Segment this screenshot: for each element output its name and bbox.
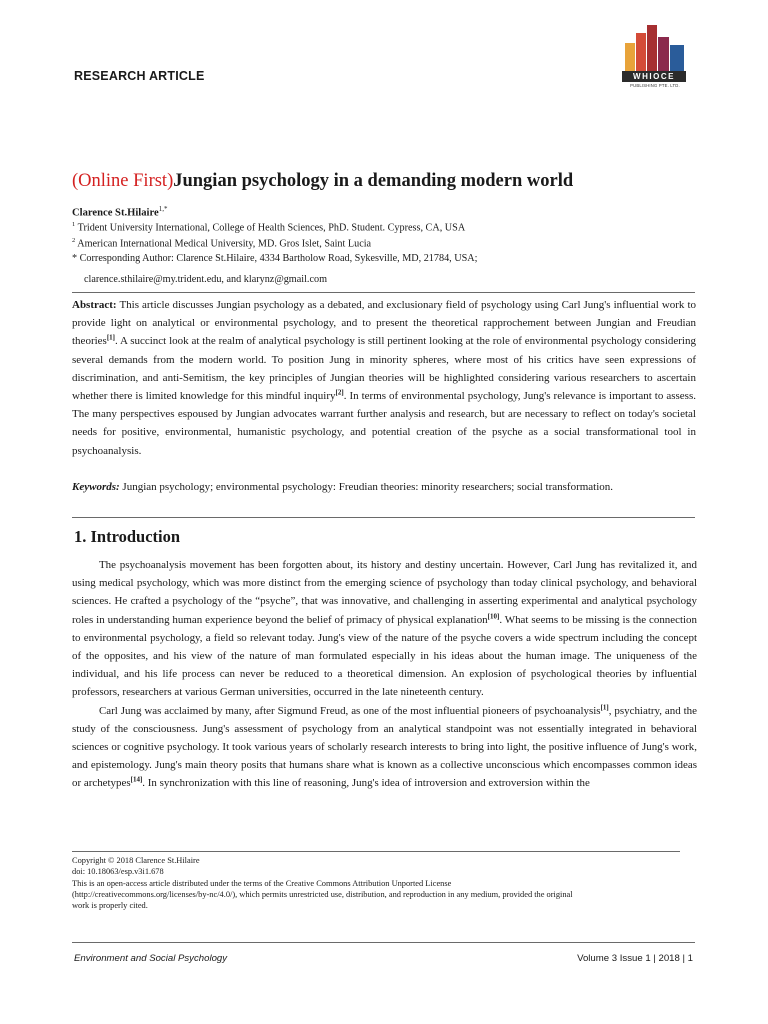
corresponding-text: Corresponding Author: Clarence St.Hilaire, 4334 Bartholow Road, Sykesville, MD, 21784, USA; [79,253,478,264]
affiliation-text: Trident University International, College of Health Sciences, PhD. Student. Cypress, CA, USA [77,222,466,234]
abstract [72,296,696,460]
p2-text-a: Carl Jung was acclaimed by many, after Sigmund Freud, as one of the most influential pioneers of psychoanalysis [99,704,601,717]
corresponding-author [72,253,477,264]
affiliation-text: American International Medical University, MD. Gros Islet, Saint Lucia [77,238,372,250]
corresponding-mark: * [72,253,78,264]
keywords [72,481,632,495]
abstract-bottom-rule [72,517,695,518]
paragraph-1 [72,556,697,702]
license-url-line: (http://creativecommons.org/licenses/by-nc/4.0/), which permits unrestricted use, distribution, and reproduction in any medium, provided the original [72,889,573,899]
logo-bar [658,37,669,71]
citation: [1] [600,702,609,711]
section-heading: 1. Introduction [74,527,181,546]
intro-body [72,556,697,793]
citation: [14] [130,775,143,784]
license-line: This is an open-access article distributed under the terms of the Creative Commons Attribution Unported License [72,878,452,888]
p2-text-b: , psychiatry, and the study of the consciousness. Jung's assessment of psychology from an analytical standpoint was not essentially integrated in behavioral sciences or cognitive psychology. It took various years of scholarly research interests to bring into light, the positive influence of Jung's work, and epistemology. Jung's main theory posits that humans share what is known as a collective unconscious which encompasses common ideas or archetypes [72,704,697,790]
logo-bar [625,43,635,71]
keywords-label: Keywords: [72,481,120,493]
license-end-line: work is properly cited. [72,901,148,911]
footnote-rule [72,851,680,852]
logo-bar [647,25,657,71]
author-name [72,205,167,219]
citation: [1] [106,333,115,342]
copyright-line: Copyright © 2018 Clarence St.Hilaire [72,856,200,865]
keywords-text: Jungian psychology; environmental psychology: Freudian theories: minority researchers; social transformation. [119,481,614,493]
abstract-text-2: . A succinct look at the realm of analytical psychology is still pertinent looking at the role of environmental psychology considering several demands from the modern world. To position Jung in minority spheres, where most of his critics have seen expressions of discrimination, and anti-Semitism, the key principles of Jungian theories will be highlighted considering various researchers to ascertain whether there is limited knowledge for this mindful inquiry [72,335,696,403]
abstract-label: Abstract: [72,299,117,311]
author-emails [84,274,327,285]
doi-line: doi: 10.18063/esp.v3i1.678 [72,867,164,877]
logo-bar [636,33,646,71]
affiliation-2 [72,237,371,249]
abstract-top-rule [72,292,695,293]
author-text: Clarence St.Hilaire [72,207,159,219]
p1-text-a: The psychoanalysis movement has been forgotten about, its history and destiny uncertain. However, Carl Jung has revitalized it, and using medical psychology, which was more distinct from the emerging science of psychology than today clinical psychology, and behavioral sciences. He crafted a psychology of the “psyche”, that was innovative, and challenging in asserting experimental and analytical psychology roles in understanding human experience beyond the belief of primacy of physical explanation [72,559,697,626]
logo-subtitle: PUBLISHING PTE. LTD. [630,83,680,88]
logo-wordmark: WHIOCE [622,71,686,82]
citation: [10] [487,611,500,620]
publisher-logo [622,25,688,93]
abstract-text-1: This article discusses Jungian psychology as a debated, and exclusionary field of psychology using Carl Jung's influential work to provide light on analytical or environmental psychology, and to present the theoretical rapprochement between Jungian and Freudian theories [72,299,696,348]
article-title [72,171,573,192]
p2-text-c: . In synchronization with this line of reasoning, Jung's idea of introversion and extroversion within the [142,777,590,790]
email-text: clarence.sthilaire@my.trident.edu, and klarynz@gmail.com [84,274,327,285]
author-sup: 1,* [158,205,168,213]
issue-info: Volume 3 Issue 1 | 2018 | 1 [577,953,693,964]
footer-rule [72,942,695,943]
affiliation-sup: 2 [72,237,76,244]
paragraph-2 [72,702,697,793]
online-first-label: (Online First) [72,171,174,191]
affiliation-sup: 1 [72,221,76,228]
affiliation-1 [72,221,465,233]
p1-text-b: . What seems to be missing is the connection to environmental psychology, a field so relevant today. Jung's view of the nature of the psyche covers a wide spectrum including the concept of the opposites, and his view of the nature of man formulated especially in his ideas about the human image. The uniqueness of the individual, and his life process can never be reduced to a theoretical dimension. An explosion of psychological theories by influential professors, researchers at various German universities, occurred in the late nineteenth century. [72,613,697,699]
logo-bar [670,45,684,71]
abstract-text-3: . In terms of environmental psychology, Jung's relevance is important to assess. The many perspectives espoused by Jungian advocates warrant further analysis and research, but are necessary to reflect on today's societal needs for positive, environmental, humanistic psychology, and potential creation of the psyche as a social transformational tool in psychoanalysis. [72,390,696,457]
logo-bars-icon [625,25,685,71]
citation: [2] [335,388,344,397]
journal-name: Environment and Social Psychology [74,953,228,964]
title-text: Jungian psychology in a demanding modern world [173,171,574,191]
running-head: RESEARCH ARTICLE [74,69,205,83]
copyright-block [72,855,702,911]
